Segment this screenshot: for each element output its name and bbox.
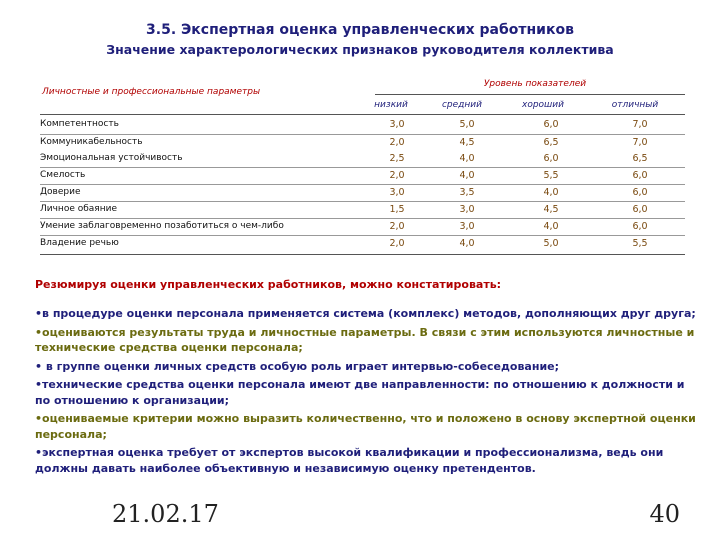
value-low: 2,0	[389, 221, 405, 232]
bullet-item: •технические средства оценки персонала имеют две направленности: по отношению к должности и по отношению к организации;	[35, 378, 685, 407]
value-excellent: 7,0	[632, 119, 648, 130]
bullet-item: •оцениваемые критерии можно выразить количественно, что и положено в основу экспертной оценки персонала;	[35, 412, 696, 441]
table-row	[40, 219, 685, 236]
table-row	[40, 151, 685, 168]
table-row	[40, 168, 685, 185]
value-good: 6,5	[543, 137, 559, 148]
table-top-rule	[40, 114, 685, 115]
value-medium: 4,0	[459, 153, 475, 164]
header-rule	[375, 94, 685, 95]
value-excellent: 6,0	[632, 187, 648, 198]
value-excellent: 7,0	[632, 137, 648, 148]
table-row	[40, 185, 685, 202]
footer-date: 21.02.17	[112, 500, 219, 528]
value-medium: 4,5	[459, 137, 475, 148]
value-good: 6,0	[543, 119, 559, 130]
value-good: 6,0	[543, 153, 559, 164]
slide-subtitle: Значение характерологических признаков руководителя коллектива	[106, 42, 614, 57]
table-row	[40, 117, 685, 134]
level-excellent: отличный	[611, 100, 659, 110]
value-medium: 4,0	[459, 238, 475, 249]
value-excellent: 6,0	[632, 204, 648, 215]
bullet-item: •в процедуре оценки персонала применяется система (комплекс) методов, дополняющих друг друга;	[35, 307, 696, 320]
value-good: 5,0	[543, 238, 559, 249]
value-medium: 3,0	[459, 204, 475, 215]
value-low: 2,0	[389, 137, 405, 148]
param-name: Личное обаяние	[40, 204, 117, 214]
value-medium: 5,0	[459, 119, 475, 130]
bullet-item: •экспертная оценка требует от экспертов высокой квалификации и профессионализма, ведь они должны давать наиболее объективную и независимую оценку претендентов.	[35, 446, 664, 475]
param-name: Эмоциональная устойчивость	[40, 153, 183, 163]
page-number: 40	[649, 500, 680, 528]
value-low: 2,0	[389, 238, 405, 249]
value-excellent: 6,0	[632, 221, 648, 232]
value-excellent: 6,5	[632, 153, 648, 164]
level-medium: средний	[441, 100, 482, 110]
value-medium: 3,0	[459, 221, 475, 232]
value-good: 5,5	[543, 170, 559, 181]
level-low: низкий	[374, 100, 408, 110]
param-name: Смелость	[40, 170, 86, 180]
slide-title: 3.5. Экспертная оценка управленческих работников	[146, 22, 574, 38]
header-level: Уровень показателей	[483, 79, 587, 89]
value-low: 3,0	[389, 187, 405, 198]
value-low: 1,5	[389, 204, 405, 215]
value-low: 3,0	[389, 119, 405, 130]
value-medium: 3,5	[459, 187, 475, 198]
bullet-item: •оцениваются результаты труда и личностные параметры. В связи с этим используются личностные и технические средства оценки персонала;	[35, 325, 695, 354]
summary-bullets	[35, 306, 700, 479]
value-good: 4,0	[543, 187, 559, 198]
value-medium: 4,0	[459, 170, 475, 181]
value-good: 4,0	[543, 221, 559, 232]
value-good: 4,5	[543, 204, 559, 215]
table-bottom-rule	[40, 254, 685, 255]
param-name: Коммуникабельность	[40, 137, 143, 147]
param-name: Компетентность	[40, 119, 119, 129]
table-row	[40, 236, 685, 253]
value-low: 2,5	[389, 153, 405, 164]
value-excellent: 5,5	[632, 238, 648, 249]
value-excellent: 6,0	[632, 170, 648, 181]
summary-lead: Резюмируя оценки управленческих работников, можно констатировать:	[35, 278, 502, 291]
value-low: 2,0	[389, 170, 405, 181]
table-row	[40, 135, 685, 152]
level-good: хороший	[522, 100, 564, 110]
table-row	[40, 202, 685, 219]
param-name: Умение заблаговременно позаботиться о чем-либо	[40, 221, 284, 231]
bullet-item: • в группе оценки личных средств особую роль играет интервью-собеседование;	[35, 359, 560, 373]
param-name: Доверие	[40, 187, 81, 197]
header-params: Личностные и профессиональные параметры	[42, 87, 261, 97]
param-name: Владение речью	[40, 238, 119, 248]
